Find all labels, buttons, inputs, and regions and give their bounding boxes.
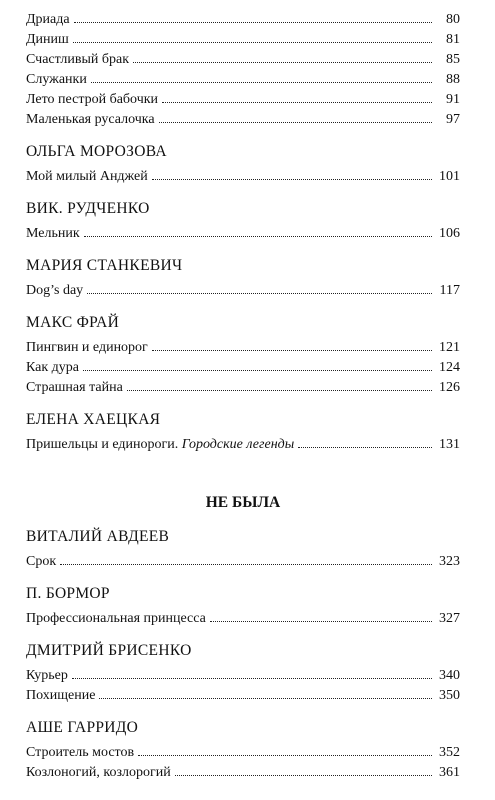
table-of-contents xyxy=(26,10,460,783)
dot-leader xyxy=(99,698,432,699)
entry-title: Как дура xyxy=(26,360,80,375)
entry-title: Мой милый Анджей xyxy=(26,169,148,184)
dot-leader xyxy=(210,621,432,622)
toc-entry xyxy=(26,358,460,378)
entry-title: Пингвин и единорог xyxy=(26,340,148,355)
toc-first-block xyxy=(26,10,460,130)
entry-title: Козлоногий, козлорогий xyxy=(26,765,171,780)
toc-entry xyxy=(26,763,460,783)
author-name: П. БОРМОР xyxy=(26,585,110,602)
section-heading: НЕ БЫЛА xyxy=(205,494,281,511)
toc-entry xyxy=(26,552,460,572)
dot-leader xyxy=(138,755,432,756)
entry-title: Dog’s day xyxy=(26,283,84,298)
dot-leader xyxy=(152,350,432,351)
toc-entry xyxy=(26,435,460,455)
dot-leader xyxy=(87,293,432,294)
entry-subtitle: Городские легенды xyxy=(181,437,295,452)
entry-title: Диниш xyxy=(26,32,69,47)
dot-leader xyxy=(83,370,432,371)
dot-leader xyxy=(152,179,432,180)
author-name: АШЕ ГАРРИДО xyxy=(26,719,139,736)
entry-title: Маленькая русалочка xyxy=(26,112,155,127)
entry-title: Строитель мостов xyxy=(26,745,135,760)
toc-entry xyxy=(26,30,460,50)
entry-title: Курьер xyxy=(26,668,68,683)
entry-title: Похищение xyxy=(26,688,96,703)
dot-leader xyxy=(159,122,432,123)
toc-entry xyxy=(26,224,460,244)
entry-title: Срок xyxy=(26,554,57,569)
entry-page: 124 xyxy=(439,360,460,375)
dot-leader xyxy=(84,236,432,237)
entry-page: 340 xyxy=(439,668,460,683)
dot-leader xyxy=(162,102,432,103)
entry-page: 88 xyxy=(446,72,460,87)
toc-entry xyxy=(26,743,460,763)
author-name: МАРИЯ СТАНКЕВИЧ xyxy=(26,257,183,274)
dot-leader xyxy=(91,82,432,83)
entry-page: 131 xyxy=(439,437,460,452)
toc-entry xyxy=(26,686,460,706)
entry-page: 101 xyxy=(439,169,460,184)
toc-entry xyxy=(26,167,460,187)
entry-page: 117 xyxy=(439,283,460,298)
entry-page: 97 xyxy=(446,112,460,127)
dot-leader xyxy=(175,775,432,776)
dot-leader xyxy=(133,62,432,63)
dot-leader xyxy=(72,678,432,679)
toc-entry xyxy=(26,10,460,30)
toc-entry xyxy=(26,50,460,70)
toc-entry xyxy=(26,609,460,629)
dot-leader xyxy=(298,447,432,448)
entry-title: Лето пестрой бабочки xyxy=(26,92,159,107)
dot-leader xyxy=(60,564,432,565)
author-name: ВИК. РУДЧЕНКО xyxy=(26,200,150,217)
entry-page: 323 xyxy=(439,554,460,569)
dot-leader xyxy=(127,390,432,391)
author-name: ДМИТРИЙ БРИСЕНКО xyxy=(26,642,192,659)
author-name: ВИТАЛИЙ АВДЕЕВ xyxy=(26,528,170,545)
author-name: ОЛЬГА МОРОЗОВА xyxy=(26,143,167,160)
entry-title: Страшная тайна xyxy=(26,380,123,395)
entry-title: Профессиональная принцесса xyxy=(26,611,206,626)
entry-page: 106 xyxy=(439,226,460,241)
toc-entry xyxy=(26,70,460,90)
entry-title: Мельник xyxy=(26,226,80,241)
toc-entry xyxy=(26,281,460,301)
author-name: МАКС ФРАЙ xyxy=(26,314,120,331)
entry-page: 361 xyxy=(439,765,460,780)
entry-page: 80 xyxy=(446,12,460,27)
entry-page: 91 xyxy=(446,92,460,107)
entry-title-main: Пришельцы и единороги. xyxy=(26,437,179,452)
dot-leader xyxy=(74,22,432,23)
toc-entry xyxy=(26,110,460,130)
entry-title: Служанки xyxy=(26,72,87,87)
entry-page: 327 xyxy=(439,611,460,626)
entry-title: Дриада xyxy=(26,12,70,27)
entry-page: 352 xyxy=(439,745,460,760)
author-name: ЕЛЕНА ХАЕЦКАЯ xyxy=(26,411,161,428)
toc-entry xyxy=(26,378,460,398)
entry-page: 121 xyxy=(439,340,460,355)
toc-entry xyxy=(26,338,460,358)
entry-page: 350 xyxy=(439,688,460,703)
dot-leader xyxy=(73,42,432,43)
entry-title xyxy=(26,435,294,455)
entry-page: 81 xyxy=(446,32,460,47)
toc-entry xyxy=(26,90,460,110)
entry-page: 126 xyxy=(439,380,460,395)
toc-entry xyxy=(26,666,460,686)
entry-page: 85 xyxy=(446,52,460,67)
entry-title: Счастливый брак xyxy=(26,52,130,67)
